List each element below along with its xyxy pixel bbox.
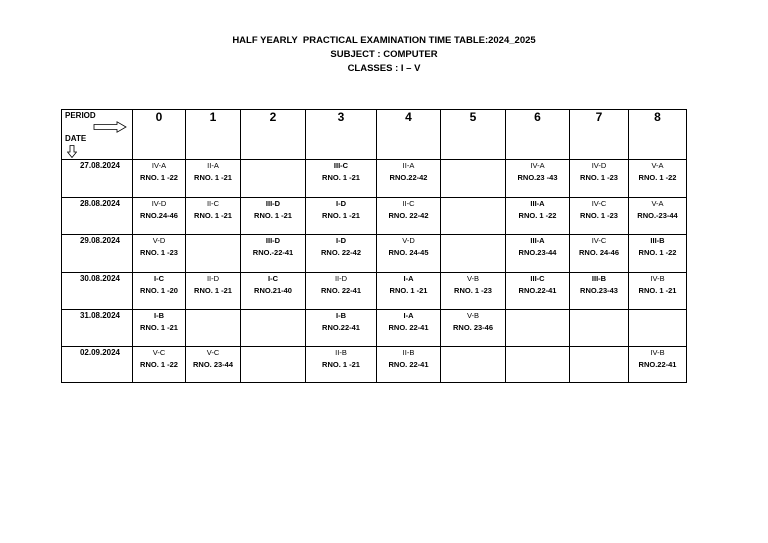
roll-number-range: RNO. 1 -22 [638, 248, 677, 257]
class-section: III-B [650, 236, 665, 245]
table-row [62, 235, 687, 273]
slot-cell [306, 235, 377, 273]
slot-cell [377, 198, 441, 235]
class-section: I-A [403, 311, 414, 320]
slot-cell [506, 273, 570, 310]
table-row [62, 347, 687, 383]
period-header-3: 3 [306, 110, 377, 160]
slot-cell [506, 235, 570, 273]
period-header-0: 0 [133, 110, 186, 160]
period-header-7: 7 [570, 110, 629, 160]
slot-cell [570, 160, 629, 198]
roll-number-range: RNO. 23-44 [192, 360, 234, 369]
class-section: V-B [466, 274, 480, 283]
period-header-4: 4 [377, 110, 441, 160]
period-header-6: 6 [506, 110, 570, 160]
class-section: II-A [207, 161, 219, 170]
slot-cell [629, 347, 687, 383]
class-section: IV-A [530, 161, 545, 170]
slot-cell [186, 347, 241, 383]
date-label: DATE [65, 134, 87, 143]
class-section: I-C [154, 274, 164, 283]
slot-cell [241, 347, 306, 383]
roll-number-range: RNO. 23-46 [452, 323, 494, 332]
period-header-1: 1 [186, 110, 241, 160]
period-header-5: 5 [441, 110, 506, 160]
roll-number-range: RNO.23 -43 [517, 173, 558, 182]
slot-cell [186, 198, 241, 235]
class-section: II-A [402, 161, 415, 170]
slot-cell [441, 198, 506, 235]
class-section: III-D [265, 199, 281, 208]
slot-cell [441, 160, 506, 198]
slot-cell [377, 160, 441, 198]
slot-cell [629, 160, 687, 198]
class-section: II-B [402, 348, 415, 357]
period-header-8: 8 [629, 110, 687, 160]
roll-number-range: RNO.23-44 [518, 248, 557, 257]
slot-cell [306, 160, 377, 198]
class-section: IV-C [591, 236, 607, 245]
roll-number-range: RNO. 24-45 [388, 248, 429, 257]
date-cell: 28.08.2024 [62, 198, 133, 235]
class-section: V-A [651, 161, 664, 170]
slot-cell [570, 273, 629, 310]
roll-number-range: RNO. 1 -23 [580, 173, 618, 182]
class-section: V-D [152, 236, 166, 245]
slot-cell [570, 235, 629, 273]
class-section: II-C [402, 199, 415, 208]
roll-number-range: RNO. 1 -22 [140, 360, 178, 369]
class-section: IV-B [650, 274, 665, 283]
class-section: IV-A [151, 161, 167, 170]
slot-cell [306, 310, 377, 347]
date-cell: 31.08.2024 [62, 310, 133, 347]
slot-cell [506, 310, 570, 347]
date-cell: 29.08.2024 [62, 235, 133, 273]
exam-title: HALF YEARLY PRACTICAL EXAMINATION TIME TABLE:2024_2025 [232, 35, 536, 46]
class-section: III-B [591, 274, 607, 283]
roll-number-range: RNO. 1 -23 [140, 248, 178, 257]
roll-number-range: RNO. 22-41 [388, 323, 429, 332]
class-section: I-B [336, 311, 346, 320]
classes-line: CLASSES : I – V [347, 63, 421, 74]
roll-number-range: RNO. 24-46 [578, 248, 620, 257]
period-header-2: 2 [241, 110, 306, 160]
slot-cell [629, 310, 687, 347]
slot-cell [306, 273, 377, 310]
roll-number-range: RNO.22-41 [518, 286, 557, 295]
slot-cell [133, 310, 186, 347]
slot-cell [133, 198, 186, 235]
roll-number-range: RNO. 1 -21 [638, 286, 677, 295]
slot-cell [133, 235, 186, 273]
class-section: I-D [336, 236, 346, 245]
roll-number-range: RNO. 1 -22 [518, 211, 557, 220]
slot-cell [241, 235, 306, 273]
class-section: V-C [152, 348, 166, 357]
slot-cell [441, 347, 506, 383]
slot-cell [133, 347, 186, 383]
roll-number-range: RNO. 1 -21 [254, 211, 292, 220]
class-section: IV-B [650, 348, 665, 357]
slot-cell [186, 160, 241, 198]
roll-number-range: RNO. 1 -22 [638, 173, 677, 182]
slot-cell [377, 310, 441, 347]
arrow-right-icon [93, 121, 127, 133]
date-cell: 30.08.2024 [62, 273, 133, 310]
roll-number-range: RNO. 22-41 [388, 360, 429, 369]
class-section: IV-D [591, 161, 607, 170]
roll-number-range: RNO.22-42 [389, 173, 428, 182]
roll-number-range: RNO.-23-44 [637, 211, 678, 220]
class-section: V-B [466, 311, 480, 320]
roll-number-range: RNO. 1 -22 [140, 173, 178, 182]
slot-cell [241, 273, 306, 310]
class-section: V-D [402, 236, 415, 245]
roll-number-range: RNO. 1 -21 [194, 286, 232, 295]
roll-number-range: RNO. 1 -21 [322, 173, 360, 182]
slot-cell [241, 160, 306, 198]
class-section: III-A [530, 199, 545, 208]
slot-cell [133, 273, 186, 310]
slot-cell [186, 273, 241, 310]
roll-number-range: RNO. 1 -20 [140, 286, 178, 295]
slot-cell [570, 198, 629, 235]
roll-number-range: RNO. 22-42 [388, 211, 429, 220]
table-row [62, 273, 687, 310]
roll-number-range: RNO. 1 -21 [140, 323, 178, 332]
roll-number-range: RNO. 1 -21 [322, 360, 360, 369]
roll-number-range: RNO. 1 -21 [194, 211, 232, 220]
slot-cell [506, 347, 570, 383]
slot-cell [133, 160, 186, 198]
class-section: II-B [335, 348, 347, 357]
slot-cell [441, 235, 506, 273]
slot-cell [186, 235, 241, 273]
timetable [61, 109, 687, 383]
roll-number-range: RNO. 1 -21 [322, 211, 360, 220]
class-section: III-A [530, 236, 545, 245]
roll-number-range: RNO.-22-41 [252, 248, 294, 257]
slot-cell [441, 310, 506, 347]
slot-cell [629, 198, 687, 235]
class-section: IV-D [151, 199, 167, 208]
class-section: V-C [206, 348, 220, 357]
roll-number-range: RNO. 1 -23 [454, 286, 492, 295]
class-section: II-D [206, 274, 220, 283]
class-section: I-A [403, 274, 414, 283]
slot-cell [506, 160, 570, 198]
roll-number-range: RNO.21-40 [254, 286, 292, 295]
roll-number-range: RNO. 1 -21 [194, 173, 232, 182]
date-cell: 27.08.2024 [62, 160, 133, 198]
class-section: IV-C [591, 199, 607, 208]
subject-line: SUBJECT : COMPUTER [330, 49, 438, 60]
roll-number-range: RNO.23-43 [580, 286, 618, 295]
class-section: II-D [334, 274, 348, 283]
roll-number-range: RNO.22-41 [322, 323, 360, 332]
roll-number-range: RNO. 22-42 [320, 248, 362, 257]
roll-number-range: RNO. 22-41 [320, 286, 362, 295]
slot-cell [186, 310, 241, 347]
roll-number-range: RNO. 1 -23 [580, 211, 618, 220]
slot-cell [441, 273, 506, 310]
class-section: I-B [154, 311, 164, 320]
roll-number-range: RNO.24-46 [140, 211, 178, 220]
class-section: V-A [651, 199, 664, 208]
class-section: III-D [265, 236, 281, 245]
slot-cell [241, 310, 306, 347]
roll-number-range: RNO.22-41 [638, 360, 677, 369]
document-title-block [0, 34, 768, 76]
class-section: III-C [333, 161, 349, 170]
slot-cell [570, 347, 629, 383]
class-section: I-D [336, 199, 346, 208]
slot-cell [506, 198, 570, 235]
period-date-corner [62, 110, 133, 160]
class-section: III-C [530, 274, 545, 283]
slot-cell [306, 347, 377, 383]
slot-cell [306, 198, 377, 235]
period-label: PERIOD [65, 111, 96, 120]
roll-number-range: RNO. 1 -21 [389, 286, 428, 295]
table-row [62, 310, 687, 347]
slot-cell [377, 347, 441, 383]
slot-cell [377, 273, 441, 310]
slot-cell [241, 198, 306, 235]
slot-cell [570, 310, 629, 347]
slot-cell [629, 273, 687, 310]
date-cell: 02.09.2024 [62, 347, 133, 383]
class-section: I-C [268, 274, 278, 283]
arrow-down-icon [67, 145, 77, 158]
class-section: II-C [206, 199, 220, 208]
table-row [62, 160, 687, 198]
slot-cell [377, 235, 441, 273]
slot-cell [629, 235, 687, 273]
table-row [62, 198, 687, 235]
period-header-row [62, 110, 687, 160]
